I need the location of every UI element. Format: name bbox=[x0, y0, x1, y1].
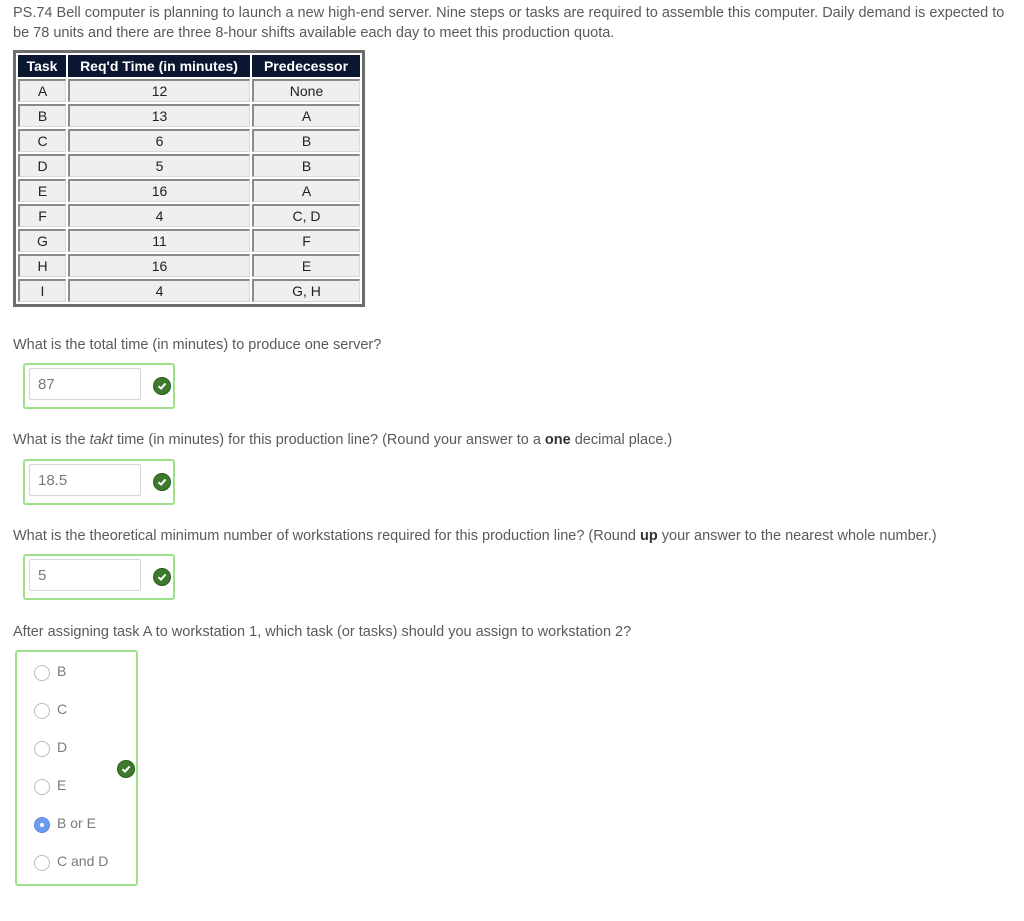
takt-time-input[interactable]: 18.5 bbox=[29, 464, 141, 496]
cell-predecessor: C, D bbox=[252, 204, 360, 227]
table-row bbox=[18, 179, 360, 202]
cell-task: A bbox=[18, 79, 66, 102]
cell-task: E bbox=[18, 179, 66, 202]
header-time: Req'd Time (in minutes) bbox=[68, 55, 250, 77]
cell-predecessor: F bbox=[252, 229, 360, 252]
table-row bbox=[18, 254, 360, 277]
table-row bbox=[18, 279, 360, 302]
question-takt-time bbox=[13, 432, 672, 448]
cell-predecessor: A bbox=[252, 179, 360, 202]
table-header-row bbox=[18, 55, 360, 77]
radio-option-label: B or E bbox=[57, 815, 96, 831]
answer-box-workstation-2 bbox=[15, 650, 138, 886]
cell-task: D bbox=[18, 154, 66, 177]
header-predecessor: Predecessor bbox=[252, 55, 360, 77]
q2-text-pre: What is the bbox=[13, 432, 90, 448]
radio-option-label: E bbox=[57, 777, 67, 793]
cell-time: 5 bbox=[68, 154, 250, 177]
cell-time: 16 bbox=[68, 254, 250, 277]
cell-task: B bbox=[18, 104, 66, 127]
cell-task: F bbox=[18, 204, 66, 227]
cell-predecessor: B bbox=[252, 154, 360, 177]
cell-task: C bbox=[18, 129, 66, 152]
radio-button[interactable] bbox=[34, 741, 50, 757]
cell-time: 4 bbox=[68, 279, 250, 302]
answer-box-workstations bbox=[23, 554, 175, 600]
table-row bbox=[18, 79, 360, 102]
q3-text-post: your answer to the nearest whole number.) bbox=[657, 528, 937, 544]
cell-predecessor: B bbox=[252, 129, 360, 152]
check-circle-icon bbox=[117, 760, 135, 778]
problem-intro: PS.74 Bell computer is planning to launch a new high-end server. Nine steps or tasks are required to assemble this computer. Daily demand is expected to be 78 units and there are three 8-hour shifts available each day to meet this production quota. bbox=[13, 5, 1005, 41]
radio-button[interactable] bbox=[34, 665, 50, 681]
question-total-time: What is the total time (in minutes) to produce one server? bbox=[13, 337, 382, 353]
cell-predecessor: G, H bbox=[252, 279, 360, 302]
cell-time: 4 bbox=[68, 204, 250, 227]
q2-text-em: takt bbox=[89, 432, 113, 448]
table-row bbox=[18, 129, 360, 152]
radio-button[interactable] bbox=[34, 779, 50, 795]
answer-box-takt-time bbox=[23, 459, 175, 505]
header-task: Task bbox=[18, 55, 66, 77]
cell-task: G bbox=[18, 229, 66, 252]
cell-time: 11 bbox=[68, 229, 250, 252]
q3-text-bold: up bbox=[640, 528, 658, 544]
answer-box-total-time bbox=[23, 363, 175, 409]
check-circle-icon bbox=[153, 568, 171, 586]
radio-button[interactable] bbox=[34, 703, 50, 719]
radio-button[interactable] bbox=[34, 817, 50, 833]
table-row bbox=[18, 229, 360, 252]
cell-predecessor: A bbox=[252, 104, 360, 127]
total-time-input[interactable]: 87 bbox=[29, 368, 141, 400]
table-row bbox=[18, 104, 360, 127]
workstations-input[interactable]: 5 bbox=[29, 559, 141, 591]
cell-task: I bbox=[18, 279, 66, 302]
cell-time: 6 bbox=[68, 129, 250, 152]
check-circle-icon bbox=[153, 377, 171, 395]
cell-time: 12 bbox=[68, 79, 250, 102]
question-workstation-2: After assigning task A to workstation 1, which task (or tasks) should you assign to workstation 2? bbox=[13, 624, 632, 640]
check-circle-icon bbox=[153, 473, 171, 491]
radio-option-label: D bbox=[57, 739, 68, 755]
cell-time: 13 bbox=[68, 104, 250, 127]
radio-option-label: B bbox=[57, 663, 67, 679]
q2-text-bold: one bbox=[544, 432, 571, 448]
q3-text-pre: What is the theoretical minimum number of workstations required for this production line? (Round bbox=[13, 528, 641, 544]
cell-task: H bbox=[18, 254, 66, 277]
q2-text-post: decimal place.) bbox=[570, 432, 673, 448]
cell-time: 16 bbox=[68, 179, 250, 202]
cell-predecessor: E bbox=[252, 254, 360, 277]
table-row bbox=[18, 204, 360, 227]
radio-button[interactable] bbox=[34, 855, 50, 871]
cell-predecessor: None bbox=[252, 79, 360, 102]
table-row bbox=[18, 154, 360, 177]
task-table bbox=[13, 50, 365, 307]
radio-option-label: C and D bbox=[57, 853, 109, 869]
q2-text-mid: time (in minutes) for this production line? (Round your answer to a bbox=[112, 432, 545, 448]
radio-option-label: C bbox=[57, 701, 68, 717]
question-min-workstations bbox=[13, 528, 937, 544]
